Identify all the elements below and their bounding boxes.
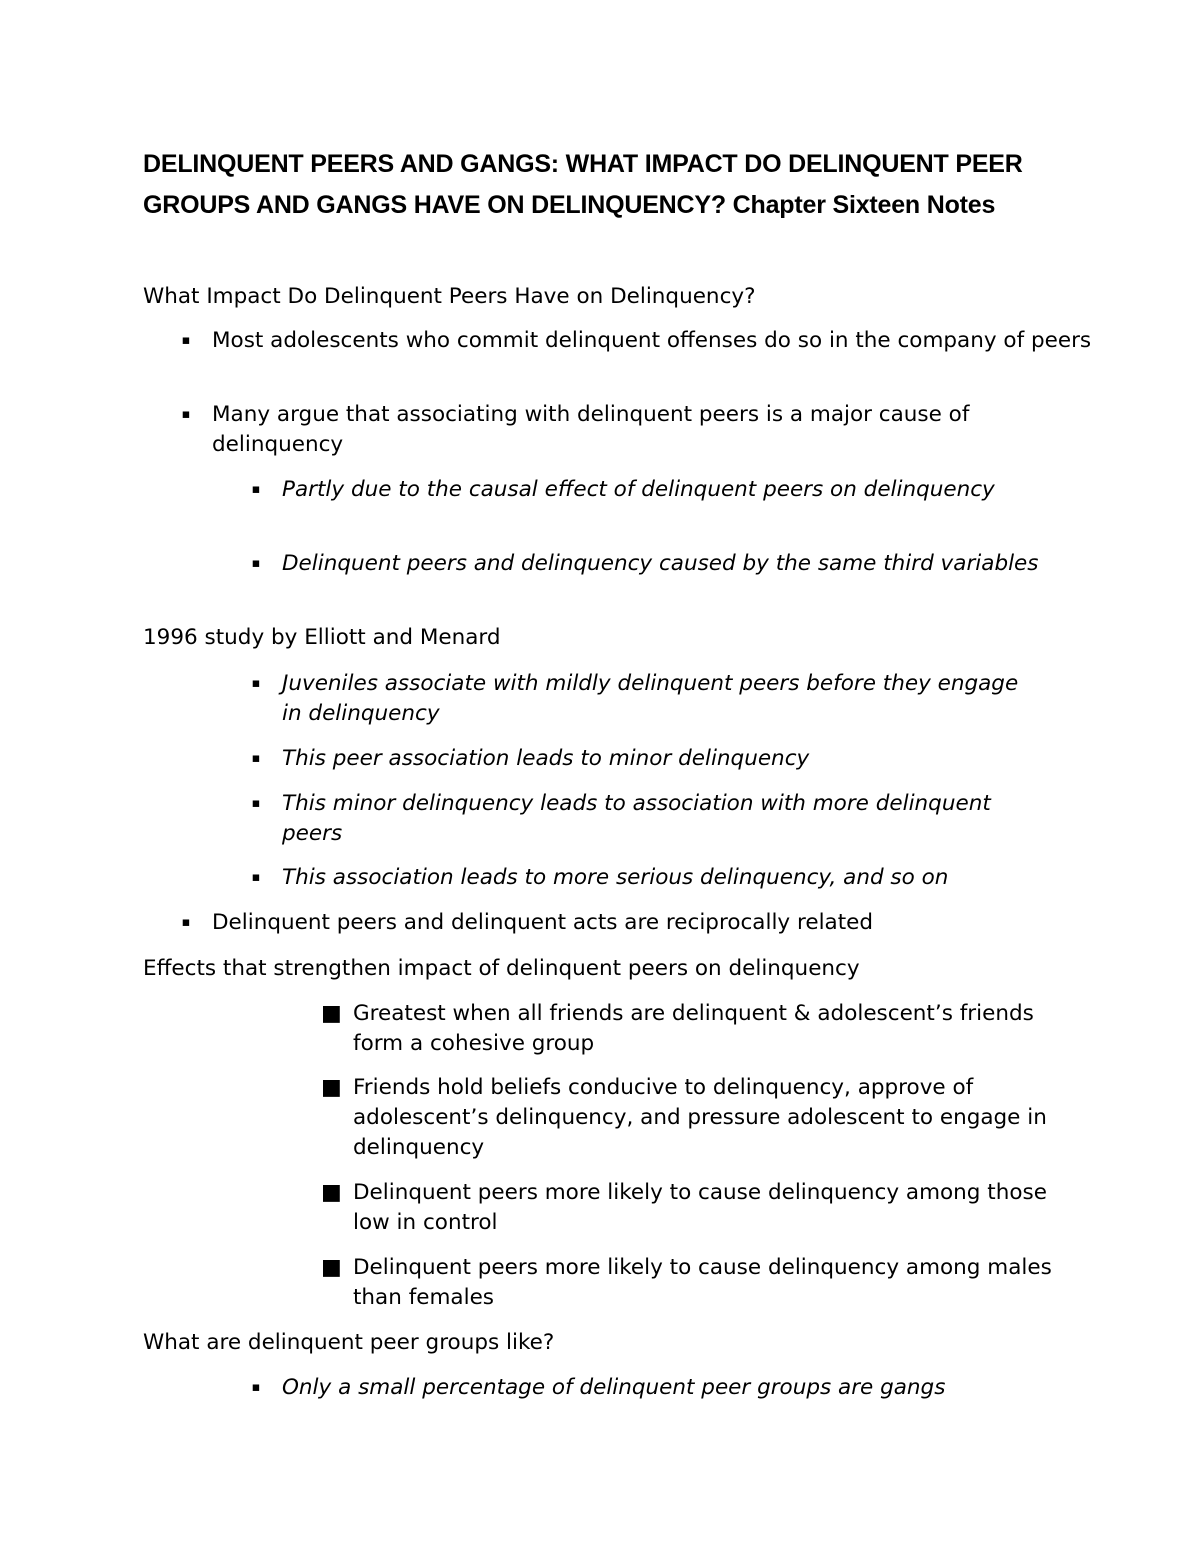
list-item-text: This peer association leads to minor delinquency [282,746,810,771]
section-heading-delinquent-peers-impact: What Impact Do Delinquent Peers Have on Delinquency? [143,284,756,309]
list-item [181,400,1092,460]
list-item-text: Many argue that associating with delinquent peers is a major cause of delinquency [212,402,970,457]
square-bullet-icon: ▪ [251,676,261,691]
square-bullet-icon: ■ [321,1001,342,1026]
list-item [251,669,1042,729]
square-bullet-icon: ■ [321,1075,342,1100]
document-title: DELINQUENT PEERS AND GANGS: WHAT IMPACT DO DELINQUENT PEER GROUPS AND GANGS HAVE ON DELINQUENCY? Chapter Sixteen Notes [143,150,1023,219]
list-item-text: Partly due to the causal effect of delinquent peers on delinquency [282,477,995,502]
list-item-text: This minor delinquency leads to association with more delinquent peers [282,791,991,846]
list-item-text: This association leads to more serious delinquency, and so on [282,865,949,890]
list-item [251,744,1042,774]
square-bullet-icon: ▪ [251,751,261,766]
list-item-text: Delinquent peers and delinquent acts are reciprocally related [212,910,874,935]
square-bullet-icon: ▪ [181,333,191,348]
list-item [321,1253,1073,1313]
section-heading-peer-groups: What are delinquent peer groups like? [143,1330,555,1355]
square-bullet-icon: ▪ [181,407,191,422]
list-item [181,908,1092,938]
list-item [321,1073,1073,1163]
list-item-text: Only a small percentage of delinquent peer groups are gangs [282,1375,946,1400]
square-bullet-icon: ▪ [251,556,261,571]
section-heading-elliott-menard-study: 1996 study by Elliott and Menard [143,625,501,650]
list-item-text: Greatest when all friends are delinquent & adolescent’s friends form a cohesive group [353,1001,1034,1056]
list-item-text: Most adolescents who commit delinquent offenses do so in the company of peers [212,328,1092,353]
list-item [251,1373,1042,1403]
list-item [251,475,1042,505]
square-bullet-icon: ▪ [251,870,261,885]
list-item [181,326,1092,356]
list-item [251,863,1042,893]
list-item-text: Delinquent peers and delinquency caused by the same third variables [282,551,1039,576]
square-bullet-icon: ■ [321,1180,342,1205]
list-item-text: Delinquent peers more likely to cause delinquency among males than females [353,1255,1052,1310]
section-heading-strengthening-effects: Effects that strengthen impact of delinquent peers on delinquency [143,956,860,981]
list-item-text: Friends hold beliefs conducive to delinquency, approve of adolescent’s delinquency, and pressure adolescent to engage in delinquency [353,1075,1047,1160]
square-bullet-icon: ■ [321,1255,342,1280]
list-item [321,1178,1073,1238]
list-item-text: Juveniles associate with mildly delinquent peers before they engage in delinquency [282,671,1019,726]
list-item [251,789,1042,849]
list-item-text: Delinquent peers more likely to cause delinquency among those low in control [353,1180,1047,1235]
square-bullet-icon: ▪ [251,482,261,497]
square-bullet-icon: ▪ [181,915,191,930]
list-item [321,999,1073,1059]
square-bullet-icon: ▪ [251,1380,261,1395]
square-bullet-icon: ▪ [251,796,261,811]
list-item [251,549,1042,579]
